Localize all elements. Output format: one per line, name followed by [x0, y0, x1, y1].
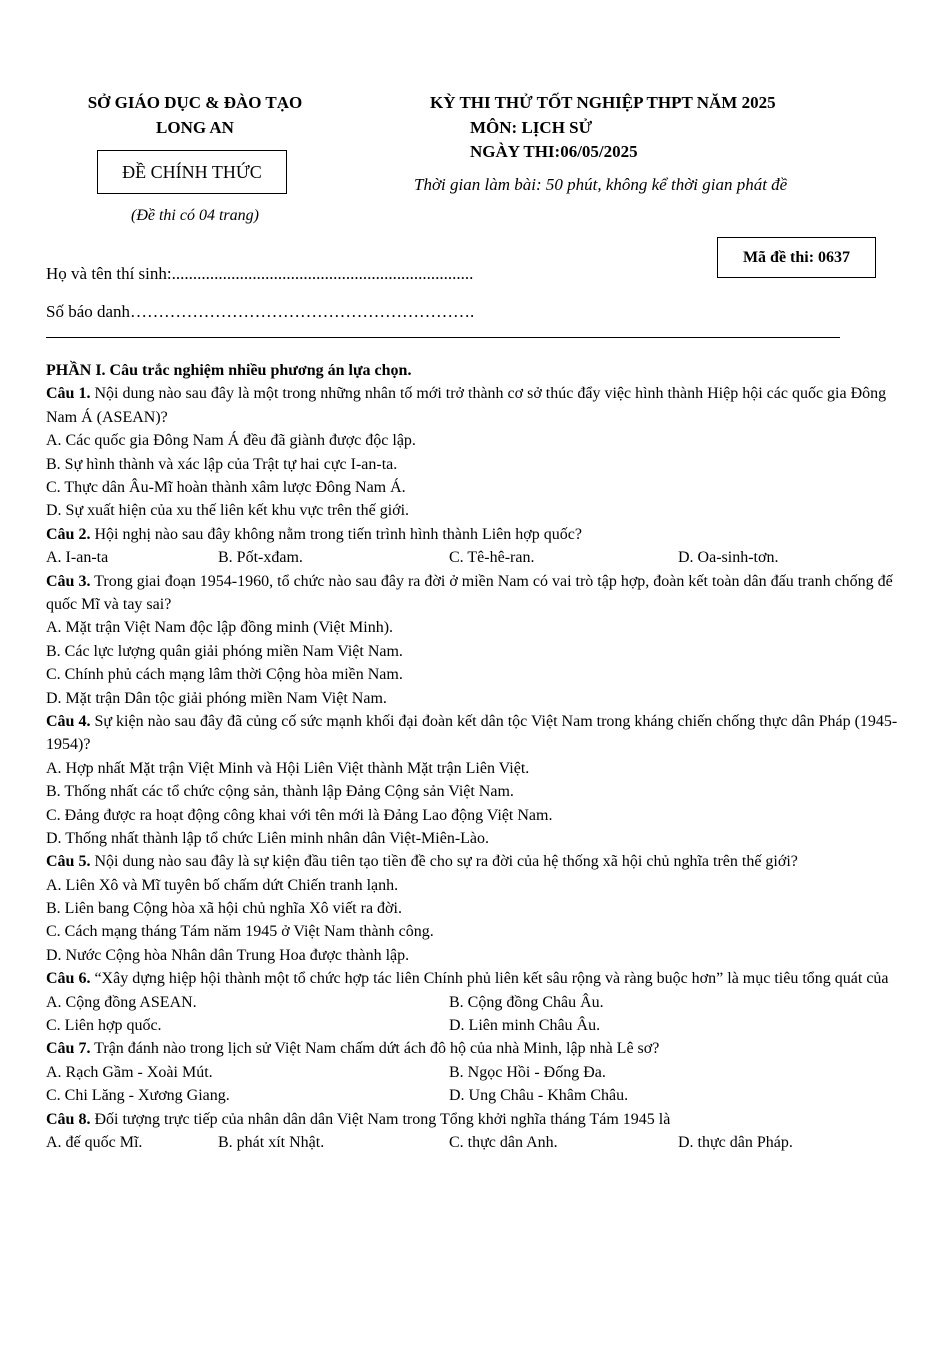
option: A. đế quốc Mĩ.	[46, 1134, 143, 1152]
question-number: Câu 8.	[46, 1110, 91, 1128]
question-6	[46, 967, 908, 990]
option: B. Sự hình thành và xác lập của Trật tự hai cực I-an-ta.	[46, 455, 398, 473]
option: D. Liên minh Châu Âu.	[449, 1017, 601, 1035]
question-number: Câu 1.	[46, 385, 91, 403]
option: D. thực dân Pháp.	[678, 1134, 793, 1152]
option: C. Cách mạng tháng Tám năm 1945 ở Việt Nam thành công.	[46, 923, 434, 941]
option: A. Cộng đồng ASEAN.	[46, 993, 197, 1011]
exam-code: Mã đề thi: 0637	[742, 248, 851, 266]
question-3	[46, 570, 908, 617]
exam-date: NGÀY THI:06/05/2025	[470, 142, 638, 161]
question-text: Hội nghị nào sau đây không nằm trong tiến trình hình thành Liên hợp quốc?	[90, 525, 582, 543]
question-number: Câu 3.	[46, 572, 91, 590]
exam-title: KỲ THI THỬ TỐT NGHIỆP THPT NĂM 2025	[430, 93, 776, 112]
candidate-name-field: Họ và tên thí sinh:.......................................................................	[46, 264, 474, 283]
question-7	[46, 1037, 908, 1060]
section-title: PHẦN I. Câu trắc nghiệm nhiều phương án lựa chọn.	[46, 362, 412, 379]
official-label: ĐỀ CHÍNH THỨC	[122, 161, 262, 182]
candidate-id-field: Số báo danh…………………………………………………….	[46, 302, 475, 321]
question-2	[46, 523, 908, 546]
department-name: SỞ GIÁO DỤC & ĐÀO TẠO	[87, 93, 303, 112]
exam-code-box	[717, 237, 876, 278]
option-row	[46, 1014, 908, 1037]
option: C. Đảng được ra hoạt động công khai với tên mới là Đảng Lao động Việt Nam.	[46, 806, 553, 824]
option-row	[46, 546, 908, 569]
time-note: Thời gian làm bài: 50 phút, không kể thời gian phát đề	[414, 175, 788, 194]
question-number: Câu 2.	[46, 525, 91, 543]
question-1	[46, 382, 908, 429]
question-text: Đối tượng trực tiếp của nhân dân dân Việt Nam trong Tổng khởi nghĩa tháng Tám 1945 là	[90, 1110, 671, 1128]
option: B. Pốt-xđam.	[218, 549, 303, 567]
option: C. Chi Lăng - Xương Giang.	[46, 1087, 230, 1105]
divider	[46, 337, 840, 338]
question-number: Câu 6.	[46, 970, 91, 988]
option: D. Nước Cộng hòa Nhân dân Trung Hoa được thành lập.	[46, 946, 410, 964]
question-number: Câu 7.	[46, 1040, 91, 1058]
option: C. Chính phủ cách mạng lâm thời Cộng hòa miền Nam.	[46, 666, 403, 684]
option: B. Ngọc Hồi - Đống Đa.	[449, 1063, 606, 1081]
question-list	[46, 359, 908, 1154]
question-text: Trận đánh nào trong lịch sử Việt Nam chấm dứt ách đô hộ của nhà Minh, lập nhà Lê sơ?	[90, 1040, 660, 1058]
question-4	[46, 710, 908, 757]
question-text: Nội dung nào sau đây là một trong những nhân tố mới trở thành cơ sở thúc đẩy việc hình thành Hiệp hội các quốc gia Đông Nam Á (ASEAN)?	[46, 385, 887, 426]
question-text: Nội dung nào sau đây là sự kiện đầu tiên tạo tiền đề cho sự ra đời của hệ thống xã hội chủ nghĩa trên thế giới?	[90, 853, 798, 871]
question-text: Sự kiện nào sau đây đã củng cố sức mạnh khối đại đoàn kết dân tộc Việt Nam trong kháng chiến chống thực dân Pháp (1945-1954)?	[46, 712, 898, 754]
option: C. thực dân Anh.	[449, 1134, 558, 1152]
option: A. Rạch Gầm - Xoài Mút.	[46, 1063, 213, 1081]
question-8	[46, 1108, 908, 1131]
option: C. Liên hợp quốc.	[46, 1017, 162, 1035]
option: C. Thực dân Âu-Mĩ hoàn thành xâm lược Đông Nam Á.	[46, 478, 406, 496]
question-number: Câu 4.	[46, 712, 91, 730]
official-label-box	[97, 150, 287, 194]
option: C. Tê-hê-ran.	[449, 549, 535, 567]
option: A. I-an-ta	[46, 549, 109, 567]
option-row	[46, 991, 908, 1014]
option-row	[46, 1084, 908, 1107]
option-row	[46, 1131, 908, 1154]
pages-note: (Đề thi có 04 trang)	[131, 207, 259, 224]
question-text: Trong giai đoạn 1954-1960, tổ chức nào sau đây ra đời ở miền Nam có vai trò tập hợp, đoàn kết toàn dân đấu tranh chống đế quốc Mĩ và tay sai?	[46, 572, 893, 613]
option: A. Các quốc gia Đông Nam Á đều đã giành được độc lập.	[46, 432, 416, 450]
option: D. Oa-sinh-tơn.	[678, 549, 779, 567]
province-name: LONG AN	[156, 118, 234, 137]
question-5	[46, 850, 908, 873]
option: D. Mặt trận Dân tộc giải phóng miền Nam Việt Nam.	[46, 689, 387, 707]
option: D. Thống nhất thành lập tổ chức Liên minh nhân dân Việt-Miên-Lào.	[46, 829, 490, 847]
option: B. Liên bang Cộng hòa xã hội chủ nghĩa Xô viết ra đời.	[46, 900, 402, 918]
option: A. Hợp nhất Mặt trận Việt Minh và Hội Liên Việt thành Mặt trận Liên Việt.	[46, 759, 530, 777]
option: A. Liên Xô và Mĩ tuyên bố chấm dứt Chiến tranh lạnh.	[46, 876, 399, 894]
option: D. Sự xuất hiện của xu thế liên kết khu vực trên thế giới.	[46, 502, 410, 520]
option: D. Ung Châu - Khâm Châu.	[449, 1087, 629, 1105]
option-row	[46, 1061, 908, 1084]
option: B. phát xít Nhật.	[218, 1134, 325, 1152]
option: B. Cộng đồng Châu Âu.	[449, 993, 604, 1011]
question-number: Câu 5.	[46, 853, 91, 871]
exam-subject: MÔN: LỊCH SỬ	[470, 118, 593, 137]
question-text: “Xây dựng hiệp hội thành một tổ chức hợp tác liên Chính phủ liên kết sâu rộng và ràng buộc hơn” là mục tiêu tổng quát của	[90, 970, 889, 988]
option: B. Thống nhất các tổ chức cộng sản, thành lập Đảng Cộng sản Việt Nam.	[46, 783, 514, 801]
option: B. Các lực lượng quân giải phóng miền Nam Việt Nam.	[46, 642, 403, 660]
option: A. Mặt trận Việt Nam độc lập đồng minh (Việt Minh).	[46, 619, 394, 637]
